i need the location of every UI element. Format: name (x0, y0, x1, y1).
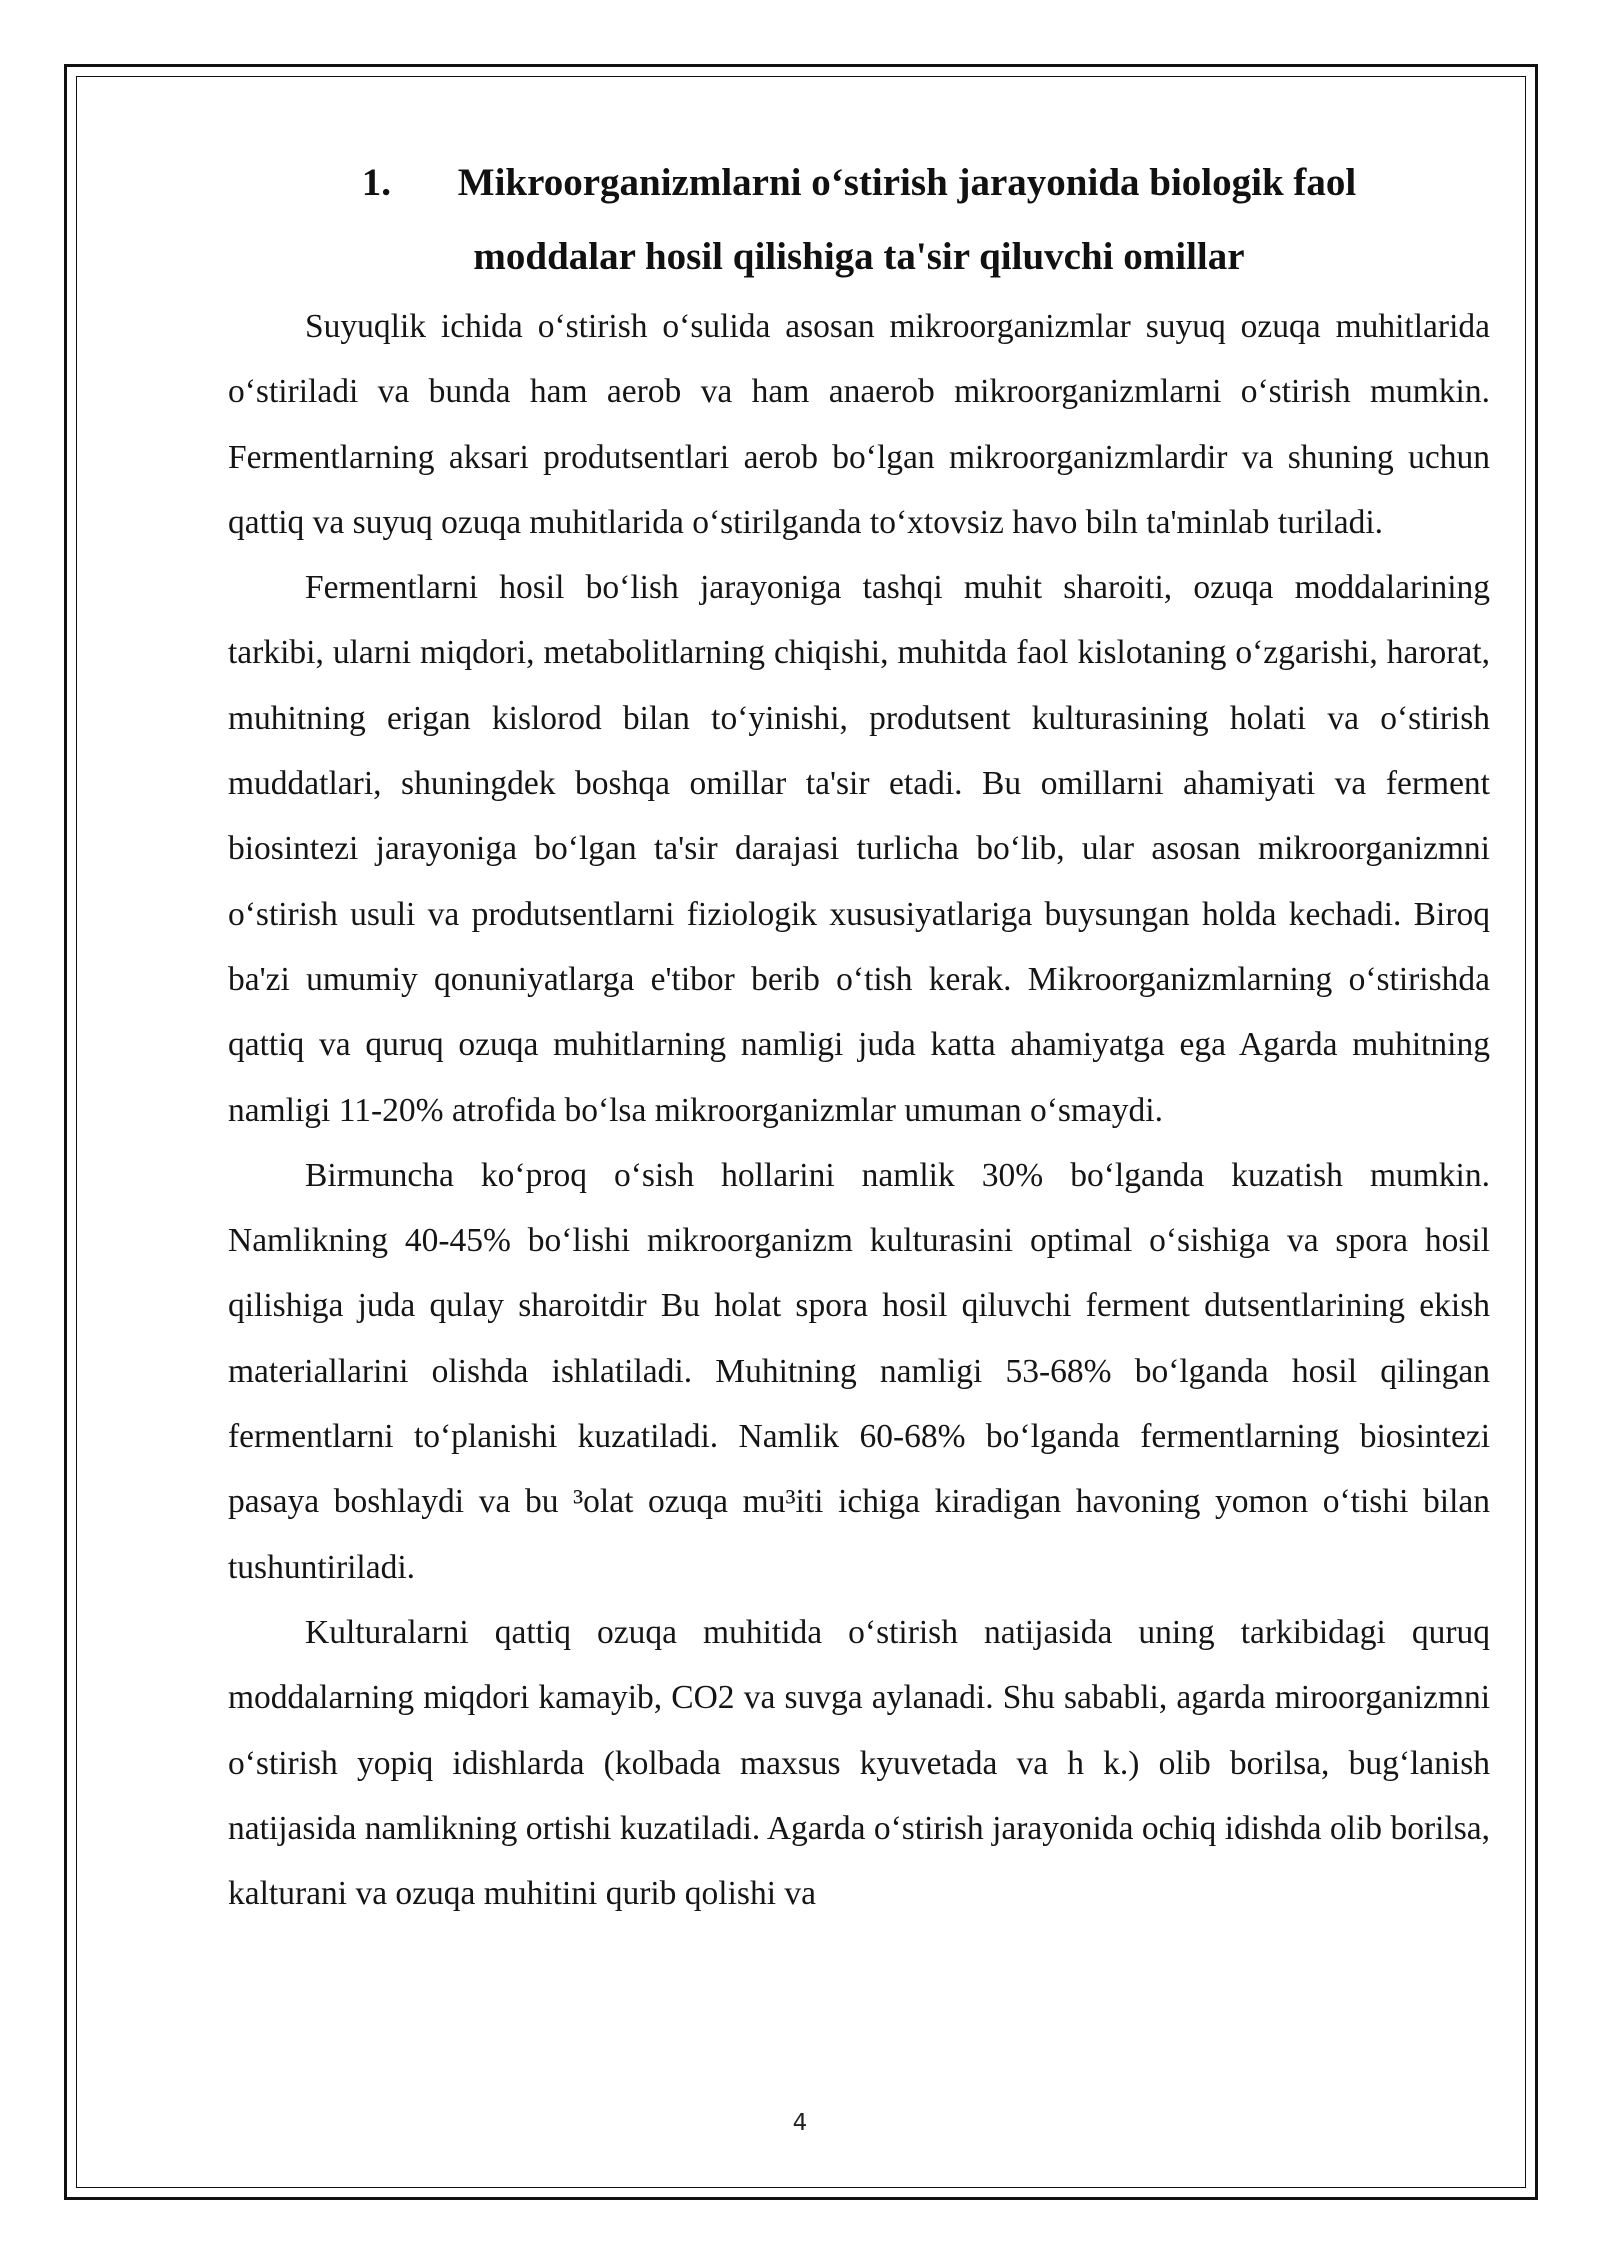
page-number: 4 (792, 2110, 808, 2136)
heading-line-1 (228, 146, 1490, 220)
section-heading (228, 146, 1490, 294)
paragraph-4: Kulturalarni qattiq ozuqa muhitida o‘stirish natijasida uning tarkibidagi quruq moddalarning miqdori kamayib, CO2 va suvga aylanadi. Shu sababli, agarda miroorganizmni o‘stirish yopiq idishlarda (kolbada maxsus kyuvetada va h k.) olib borilsa, bug‘lanish natijasida namlikning ortishi kuzatiladi. Agarda o‘stirish jarayonida ochiq idishda olib borilsa, kalturani va ozuqa muhitini qurib qolishi va (228, 1613, 1490, 1913)
paragraph-2: Fermentlarni hosil bo‘lish jarayoniga tashqi muhit sharoiti, ozuqa moddalarining tarkibi, ularni miqdori, metabolitlarning chiqishi, muhitda faol kislotaning o‘zgarishi, harorat, muhitning erigan kislorod bilan to‘yinishi, produtsent kulturasining holati va o‘stirish muddatlari, shuningdek boshqa omillar ta'sir etadi. Bu omillarni ahamiyati va ferment biosintezi jarayoniga bo‘lgan ta'sir darajasi turlicha bo‘lib, ular asosan mikroorganizmni o‘stirish usuli va produtsentlarni fiziologik xususiyatlariga buysungan holda kechadi. Biroq ba'zi umumiy qonuniyatlarga e'tibor berib o‘tish kerak. Mikroorganizmlarning o‘stirishda qattiq va quruq ozuqa muhitlarning namligi juda katta ahamiyatga ega Agarda muhitning namligi 11-20% atrofida bo‘lsa mikroorganizmlar umuman o‘smaydi. (228, 569, 1490, 1129)
section-number: 1. (361, 161, 392, 204)
page-content (228, 146, 1490, 1926)
heading-text-1: Mikroorganizmlarni o‘stirish jarayonida biologik faol (457, 161, 1357, 204)
paragraph-1: Suyuqlik ichida o‘stirish o‘sulida asosan mikroorganizmlar suyuq ozuqa muhitlarida o‘stiriladi va bunda ham aerob va ham anaerob mikroorganizmlarni o‘stirish mumkin. Fermentlarning aksari produtsentlari aerob bo‘lgan mikroorganizmlardir va shuning uchun qattiq va suyuq ozuqa muhitlarida o‘stirilganda to‘xtovsiz havo biln ta'minlab turiladi. (228, 308, 1490, 541)
paragraph-3: Birmuncha ko‘proq o‘sish hollarini namlik 30% bo‘lganda kuzatish mumkin. Namlikning 40-45% bo‘lishi mikroorganizm kulturasini optimal o‘sishiga va spora hosil qilishiga juda qulay sharoitdir Bu holat spora hosil qiluvchi ferment dutsentlarining ekish materiallarini olishda ishlatiladi. Muhitning namligi 53-68% bo‘lganda hosil qilingan fermentlarni to‘planishi kuzatiladi. Namlik 60-68% bo‘lganda fermentlarning biosintezi pasaya boshlaydi va bu ³olat ozuqa mu³iti ichiga kiradigan havoning yomon o‘tishi bilan tushuntiriladi. (228, 1156, 1490, 1586)
heading-line-2: moddalar hosil qilishiga ta'sir qiluvchi omillar (473, 235, 1245, 278)
